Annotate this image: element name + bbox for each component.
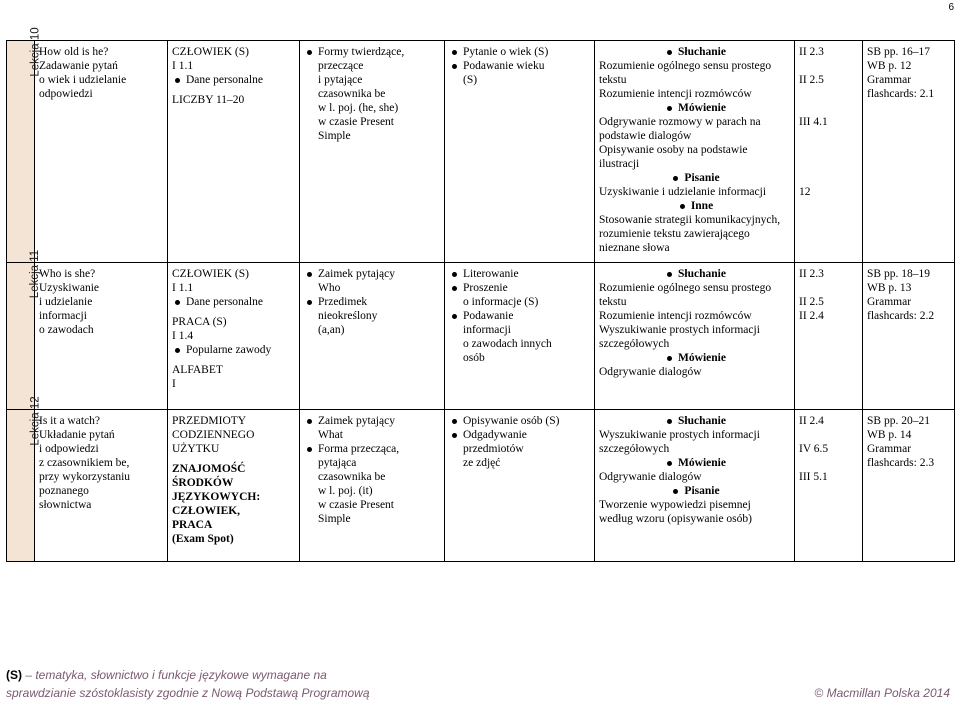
skill-heading: Inne [599, 199, 791, 213]
bullet-icon [667, 272, 672, 277]
skill-heading: Mówienie [599, 351, 791, 365]
functions-cell [445, 410, 595, 562]
bullet-icon [667, 419, 672, 424]
lesson-label: Lekcja 11 [29, 249, 42, 299]
skill-heading: Pisanie [599, 484, 791, 498]
lesson-label-cell [7, 27, 42, 263]
function-bullet: Literowanie [449, 267, 591, 281]
footer-legend [6, 668, 950, 682]
bullet-icon [452, 314, 457, 319]
lesson-row [7, 410, 955, 562]
grammar-bullet: Formy twierdzące, przeczące i pytające czasownika be w l. poj. (he, she) w czasie Present Simple [304, 45, 441, 143]
skill-heading: Słuchanie [599, 267, 791, 281]
function-bullet: Odgadywanie przedmiotów ze zdjęć [449, 428, 591, 470]
bullet-icon [452, 50, 457, 55]
grammar-cell [300, 263, 445, 410]
skills-cell: Słuchanie Rozumienie ogólnego sensu prostego tekstu Rozumienie intencji rozmówców Wyszukiwanie prostych informacji szczegółowych Mówienie Odgrywanie dialogów [595, 263, 795, 410]
bullet-icon [680, 204, 685, 209]
grammar-bullet: Zaimek pytający What [304, 414, 441, 442]
topic-cell: Is it a watch? Układanie pytań i odpowiedzi z czasownikiem be, przy wykorzystaniu poznanego słownictwa [35, 410, 168, 562]
bullet-icon [175, 348, 180, 353]
footer-marker: (S) [6, 668, 22, 682]
functions-cell [445, 41, 595, 263]
requirement-code: II 2.3 [799, 46, 824, 58]
bullet-icon [175, 78, 180, 83]
topic-cell: Who is she? Uzyskiwanie i udzielanie informacji o zawodach [35, 263, 168, 410]
function-bullet: Podawanie informacji o zawodach innych osób [449, 309, 591, 365]
lesson-label: Lekcja 12 [29, 396, 42, 446]
materials-cell: SB pp. 18–19 WB p. 13 Grammar flashcards: 2.2 [863, 263, 955, 410]
bullet-icon [673, 489, 678, 494]
topic-cell [35, 41, 168, 263]
lesson-row [7, 263, 955, 410]
bullet-icon [175, 300, 180, 305]
lesson-label: Lekcja 10 [29, 27, 42, 77]
materials-cell: SB pp. 16–17 WB p. 12 Grammar flashcards: 2.1 [863, 41, 955, 263]
vocabulary-cell [168, 41, 300, 263]
function-bullet: Opisywanie osób (S) [449, 414, 591, 428]
skills-cell: Słuchanie Rozumienie ogólnego sensu prostego tekstu Rozumienie intencji rozmówców Mówienie Odgrywanie rozmowy w parach na podstawie dialogów Opisywanie osoby na podstawie ilustracji Pisanie Uzyskiwanie i udzielanie informacji Inne Stosowanie strategii komunikacyjnych, rozumienie tekstu zawierającego nieznane słowa [595, 41, 795, 263]
bullet-icon [307, 50, 312, 55]
bullet-icon [452, 272, 457, 277]
requirement-code: II 2.5 [799, 74, 824, 86]
function-bullet: Proszenie o informacje (S) [449, 281, 591, 309]
lesson-label-cell [7, 249, 42, 410]
grammar-bullet: Przedimek nieokreślony (a,an) [304, 295, 441, 337]
bullet-icon [673, 176, 678, 181]
bullet-icon [452, 64, 457, 69]
functions-cell [445, 263, 595, 410]
footer-legend-line2: sprawdzianie szóstoklasisty zgodnie z Nową Podstawą Programową [6, 686, 370, 700]
vocab-bullet: Dane personalne [172, 73, 296, 87]
vocabulary-cell: PRZEDMIOTY CODZIENNEGO UŻYTKU ZNAJOMOŚĆ ŚRODKÓW JĘZYKOWYCH: CZŁOWIEK, PRACA (Exam Spot) [168, 410, 300, 562]
vocab-line: CZŁOWIEK (S) [172, 46, 249, 58]
requirement-code: III 4.1 [799, 116, 828, 128]
footer-bottom [6, 686, 950, 700]
vocab-bullet: Popularne zawody [172, 343, 296, 357]
vocab-line: LICZBY 11–20 [172, 94, 245, 106]
bullet-icon [307, 447, 312, 452]
page-number: 6 [948, 2, 954, 13]
topic-line: odpowiedzi [39, 88, 93, 100]
skill-heading: Mówienie [599, 101, 791, 115]
grammar-cell [300, 410, 445, 562]
bullet-icon [667, 50, 672, 55]
vocab-bullet: Dane personalne [172, 295, 296, 309]
lesson-label-cell [7, 396, 42, 562]
lesson-row [7, 41, 955, 263]
requirements-cell: II 2.3 II 2.5 II 2.4 [795, 263, 863, 410]
skill-heading: Słuchanie [599, 45, 791, 59]
vocab-line: I 1.1 [172, 60, 194, 72]
bullet-icon [307, 300, 312, 305]
requirements-cell: II 2.4 IV 6.5 III 5.1 [795, 410, 863, 562]
bullet-icon [452, 286, 457, 291]
bullet-icon [667, 106, 672, 111]
grammar-bullet: Zaimek pytający Who [304, 267, 441, 295]
bullet-icon [667, 356, 672, 361]
bullet-icon [667, 461, 672, 466]
function-bullet: Podawanie wieku (S) [449, 59, 591, 87]
function-bullet: Pytanie o wiek (S) [449, 45, 591, 59]
skill-heading: Pisanie [599, 171, 791, 185]
footer-legend-text: – tematyka, słownictwo i funkcje językowe wymagane na [22, 668, 327, 682]
bullet-icon [452, 419, 457, 424]
footer-copyright: © Macmillan Polska 2014 [814, 686, 950, 700]
bullet-icon [307, 419, 312, 424]
lesson-plan-table [6, 27, 955, 562]
materials-cell: SB pp. 20–21 WB p. 14 Grammar flashcards: 2.3 [863, 410, 955, 562]
topic-line: o wiek i udzielanie [39, 74, 127, 86]
skill-heading: Słuchanie [599, 414, 791, 428]
requirement-code: 12 [799, 186, 811, 198]
grammar-bullet: Forma przecząca, pytająca czasownika be w l. poj. (it) w czasie Present Simple [304, 442, 441, 526]
bullet-icon [452, 433, 457, 438]
vocabulary-cell: CZŁOWIEK (S) I 1.1 Dane personalne PRACA (S) I 1.4 Popularne zawody ALFABET I [168, 263, 300, 410]
requirements-cell [795, 41, 863, 263]
grammar-cell [300, 41, 445, 263]
bullet-icon [307, 272, 312, 277]
topic-line: How old is he? [39, 46, 109, 58]
skills-cell: Słuchanie Wyszukiwanie prostych informacji szczegółowych Mówienie Odgrywanie dialogów Pisanie Tworzenie wypowiedzi pisemnej według wzoru (opisywanie osób) [595, 410, 795, 562]
topic-line: Zadawanie pytań [39, 60, 118, 72]
skill-heading: Mówienie [599, 456, 791, 470]
